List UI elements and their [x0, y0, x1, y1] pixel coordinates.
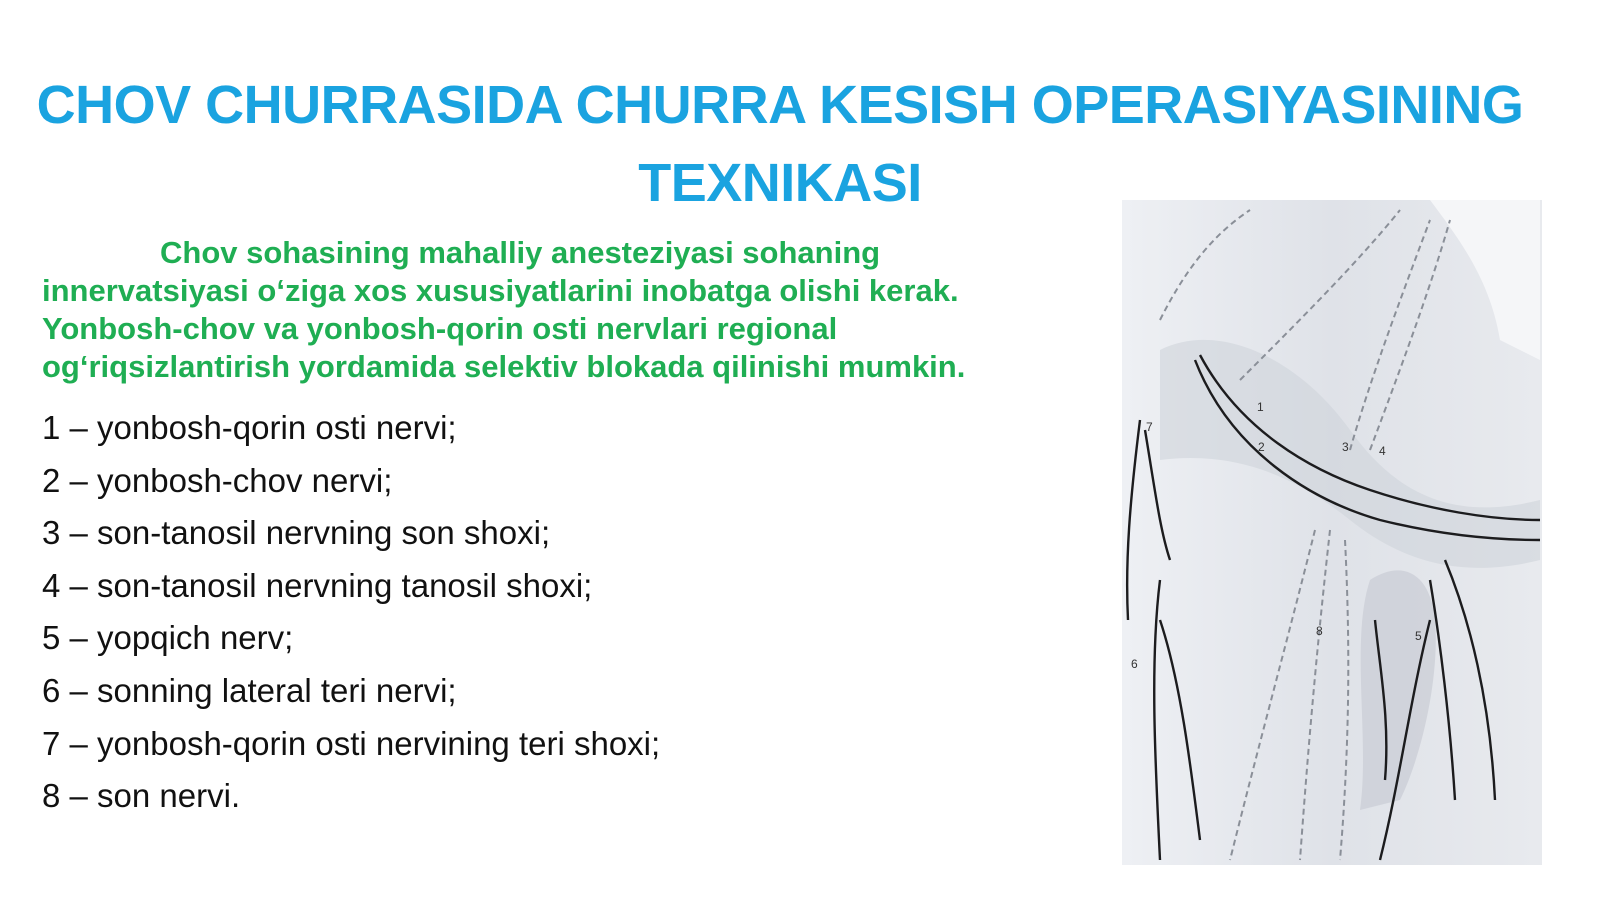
- legend-item-8: 8 – son nervi.: [42, 777, 241, 815]
- figure-label-2: 2: [1258, 440, 1265, 454]
- figure-label-3: 3: [1342, 440, 1349, 454]
- anatomy-drawing: [1100, 200, 1545, 865]
- nerve-legend-list: [42, 402, 942, 823]
- figure-label-7: 7: [1146, 420, 1153, 434]
- figure-label-5: 5: [1415, 629, 1422, 643]
- slide-title: CHOV CHURRASIDA CHURRA KESISH OPERASIYASINING TEXNIKASI: [36, 75, 1524, 214]
- legend-item-2: 2 – yonbosh-chov nervi;: [42, 461, 393, 499]
- legend-item-4: 4 – son-tanosil nervning tanosil shoxi;: [42, 566, 593, 604]
- figure-label-4: 4: [1379, 444, 1386, 458]
- legend-item-5: 5 – yopqich nerv;: [42, 619, 294, 657]
- legend-item-7: 7 – yonbosh-qorin osti nervining teri shoxi;: [42, 724, 661, 762]
- legend-item-6: 6 – sonning lateral teri nervi;: [42, 671, 457, 709]
- legend-item-1: 1 – yonbosh-qorin osti nervi;: [42, 409, 457, 446]
- figure-label-8: 8: [1316, 624, 1323, 638]
- figure-label-6: 6: [1131, 657, 1138, 671]
- intro-paragraph: Chov sohasining mahalliy anesteziyasi sohaning innervatsiyasi o‘ziga xos xususiyatlarini inobatga olishi kerak. Yonbosh-chov va yonbosh-qorin osti nervlari regional og‘riqsizlantirish yordamida selektiv blokada qilinishi mumkin.: [42, 235, 966, 384]
- figure-label-1: 1: [1257, 400, 1264, 414]
- legend-item-3: 3 – son-tanosil nervning son shoxi;: [42, 514, 551, 552]
- inguinal-nerves-illustration: [1100, 200, 1545, 865]
